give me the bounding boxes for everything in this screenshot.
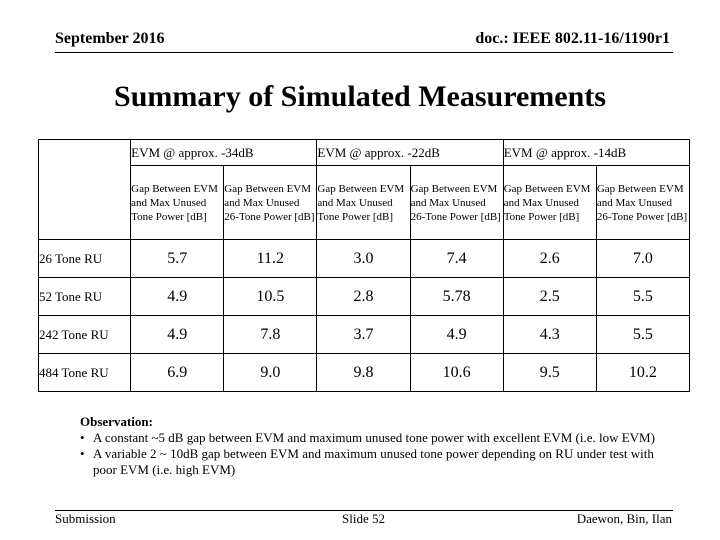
slide-title: Summary of Simulated Measurements	[114, 80, 606, 113]
value-cell: 7.0	[596, 240, 689, 278]
table-row	[39, 240, 690, 278]
value-cell: 3.7	[317, 316, 410, 354]
corner-cell	[39, 140, 131, 240]
observation-block	[80, 414, 680, 478]
observation-title: Observation:	[80, 414, 153, 429]
value-cell: 6.9	[131, 354, 224, 392]
observation-bullet	[80, 446, 680, 478]
header-doc-id: doc.: IEEE 802.11-16/1190r1	[475, 30, 670, 47]
value-cell: 5.5	[596, 278, 689, 316]
group-header-row	[39, 140, 690, 166]
value-cell: 9.8	[317, 354, 410, 392]
measurements-table	[38, 139, 690, 392]
observation-bullet-text: A constant ~5 dB gap between EVM and maximum unused tone power with excellent EVM (i.e. low EVM)	[93, 430, 655, 445]
bullet-dot-icon: •	[80, 430, 85, 445]
sub-header: Gap Between EVM and Max Unused Tone Power [dB]	[131, 166, 224, 240]
value-cell: 10.2	[596, 354, 689, 392]
table-row	[39, 278, 690, 316]
sub-header-row	[39, 166, 690, 240]
value-cell: 4.9	[131, 278, 224, 316]
value-cell: 2.5	[503, 278, 596, 316]
table-row	[39, 354, 690, 392]
row-label: 484 Tone RU	[39, 354, 131, 392]
row-label: 242 Tone RU	[39, 316, 131, 354]
table-row	[39, 316, 690, 354]
value-cell: 7.4	[410, 240, 503, 278]
value-cell: 11.2	[224, 240, 317, 278]
value-cell: 5.5	[596, 316, 689, 354]
sub-header: Gap Between EVM and Max Unused 26-Tone Power [dB]	[596, 166, 689, 240]
group-header: EVM @ approx. -22dB	[317, 140, 503, 166]
value-cell: 4.3	[503, 316, 596, 354]
value-cell: 9.5	[503, 354, 596, 392]
value-cell: 2.8	[317, 278, 410, 316]
value-cell: 7.8	[224, 316, 317, 354]
observation-bullet	[80, 430, 680, 446]
sub-header: Gap Between EVM and Max Unused Tone Power [dB]	[317, 166, 410, 240]
group-header: EVM @ approx. -34dB	[131, 140, 317, 166]
value-cell: 5.78	[410, 278, 503, 316]
sub-header: Gap Between EVM and Max Unused 26-Tone Power [dB]	[410, 166, 503, 240]
value-cell: 10.5	[224, 278, 317, 316]
footer-slide-number: Slide 52	[342, 511, 385, 526]
value-cell: 10.6	[410, 354, 503, 392]
sub-header: Gap Between EVM and Max Unused Tone Power [dB]	[503, 166, 596, 240]
value-cell: 9.0	[224, 354, 317, 392]
bullet-dot-icon: •	[80, 446, 85, 461]
header-divider	[55, 52, 673, 53]
value-cell: 4.9	[410, 316, 503, 354]
value-cell: 3.0	[317, 240, 410, 278]
row-label: 52 Tone RU	[39, 278, 131, 316]
row-label: 26 Tone RU	[39, 240, 131, 278]
value-cell: 5.7	[131, 240, 224, 278]
value-cell: 2.6	[503, 240, 596, 278]
value-cell: 4.9	[131, 316, 224, 354]
group-header: EVM @ approx. -14dB	[503, 140, 689, 166]
header-date: September 2016	[55, 30, 165, 47]
sub-header: Gap Between EVM and Max Unused 26-Tone Power [dB]	[224, 166, 317, 240]
footer-authors: Daewon, Bin, Ilan	[576, 511, 672, 526]
observation-bullet-text: A variable 2 ~ 10dB gap between EVM and maximum unused tone power depending on RU under test with poor EVM (i.e. high EVM)	[93, 446, 654, 477]
footer-submission: Submission	[55, 511, 116, 526]
